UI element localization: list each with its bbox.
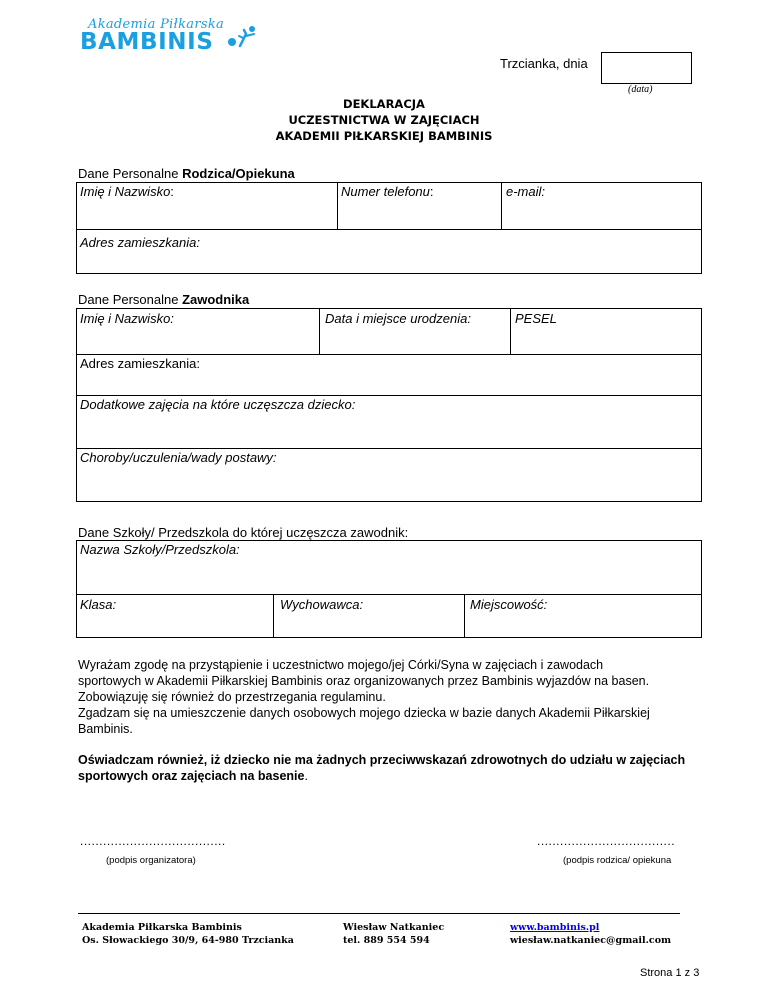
logo-ball-icon xyxy=(226,24,260,50)
consent-paragraph: Wyrażam zgodę na przystąpienie i uczestnictwo mojego/jej Córki/Syna w zajęciach i zawodach sportowych w Akademii Piłkarskiej Bambinis oraz organizowanych przez Bambinis wyjazdów na basen. Zobowiązuję się również do przestrzegania regulaminu. Zgadzam się na umieszczenie danych osobowych mojego dziecka w bazie danych Akademii Piłkarskiej Bambinis. xyxy=(78,658,650,736)
school-data-table xyxy=(76,540,702,638)
school-city-field[interactable]: Miejscowość: xyxy=(470,597,548,612)
player-name-field[interactable]: Imię i Nazwisko: xyxy=(80,311,174,326)
organizer-signature-line[interactable]: ...................................... xyxy=(80,834,226,848)
logo-subtitle: Akademia Piłkarska xyxy=(88,17,225,32)
parent-signature-caption: (podpis rodzica/ opiekuna xyxy=(563,855,672,866)
footer-divider xyxy=(78,913,680,914)
player-data-table xyxy=(76,308,702,502)
footer-organization: Akademia Piłkarska Bambinis Os. Słowackiego 30/9, 64-980 Trzcianka xyxy=(82,922,294,946)
school-class-field[interactable]: Klasa: xyxy=(80,597,117,612)
footer-online-contact xyxy=(510,921,671,947)
school-teacher-field[interactable]: Wychowawca: xyxy=(280,597,364,612)
parent-email-field[interactable]: e-mail: xyxy=(506,184,546,199)
footer-email: wiesław.natkaniec@gmail.com xyxy=(510,935,672,946)
date-label: Trzcianka, dnia xyxy=(500,56,588,71)
player-pesel-field[interactable]: PESEL xyxy=(515,311,557,326)
parent-data-table xyxy=(76,182,702,274)
page-number: Strona 1 z 3 xyxy=(640,967,700,979)
organizer-signature-caption: (podpis organizatora) xyxy=(106,855,196,866)
parent-phone-field[interactable]: Numer telefonu: xyxy=(341,184,434,199)
document-title-line2: UCZESTNICTWA W ZAJĘCIACH xyxy=(288,113,480,127)
document-title-line3: AKADEMII PIŁKARSKIEJ BAMBINIS xyxy=(275,129,493,143)
school-name-field[interactable]: Nazwa Szkoły/Przedszkola: xyxy=(80,542,240,557)
player-illness-field[interactable]: Choroby/uczulenia/wady postawy: xyxy=(80,450,277,465)
player-birth-field[interactable]: Data i miejsce urodzenia: xyxy=(325,311,471,326)
website-link[interactable]: www.bambinis.pl xyxy=(510,922,600,933)
parent-name-field[interactable]: Imię i Nazwisko: xyxy=(80,184,174,199)
parent-signature-line[interactable]: .................................... xyxy=(537,834,676,848)
player-address-field[interactable]: Adres zamieszkania: xyxy=(80,356,200,371)
player-section-heading: Dane Personalne Zawodnika xyxy=(78,292,250,307)
document-title-line1: DEKLARACJA xyxy=(343,97,425,111)
date-caption: (data) xyxy=(628,84,653,95)
parent-address-field[interactable]: Adres zamieszkania: xyxy=(80,235,200,250)
parent-section-heading: Dane Personalne Rodzica/Opiekuna xyxy=(78,166,295,181)
date-field[interactable] xyxy=(601,52,692,84)
footer-contact-person: Wiesław Natkaniec tel. 889 554 594 xyxy=(343,922,445,946)
player-extra-activities-field[interactable]: Dodatkowe zajęcia na które uczęszcza dziecko: xyxy=(80,397,356,412)
school-section-heading: Dane Szkoły/ Przedszkola do której uczęszcza zawodnik: xyxy=(78,525,409,540)
health-declaration: Oświadczam również, iż dziecko nie ma żadnych przeciwwskazań zdrowotnych do udziału w zajęciach sportowych oraz zajęciach na basenie. xyxy=(78,753,686,783)
logo-title: BAMBINIS xyxy=(80,29,214,55)
